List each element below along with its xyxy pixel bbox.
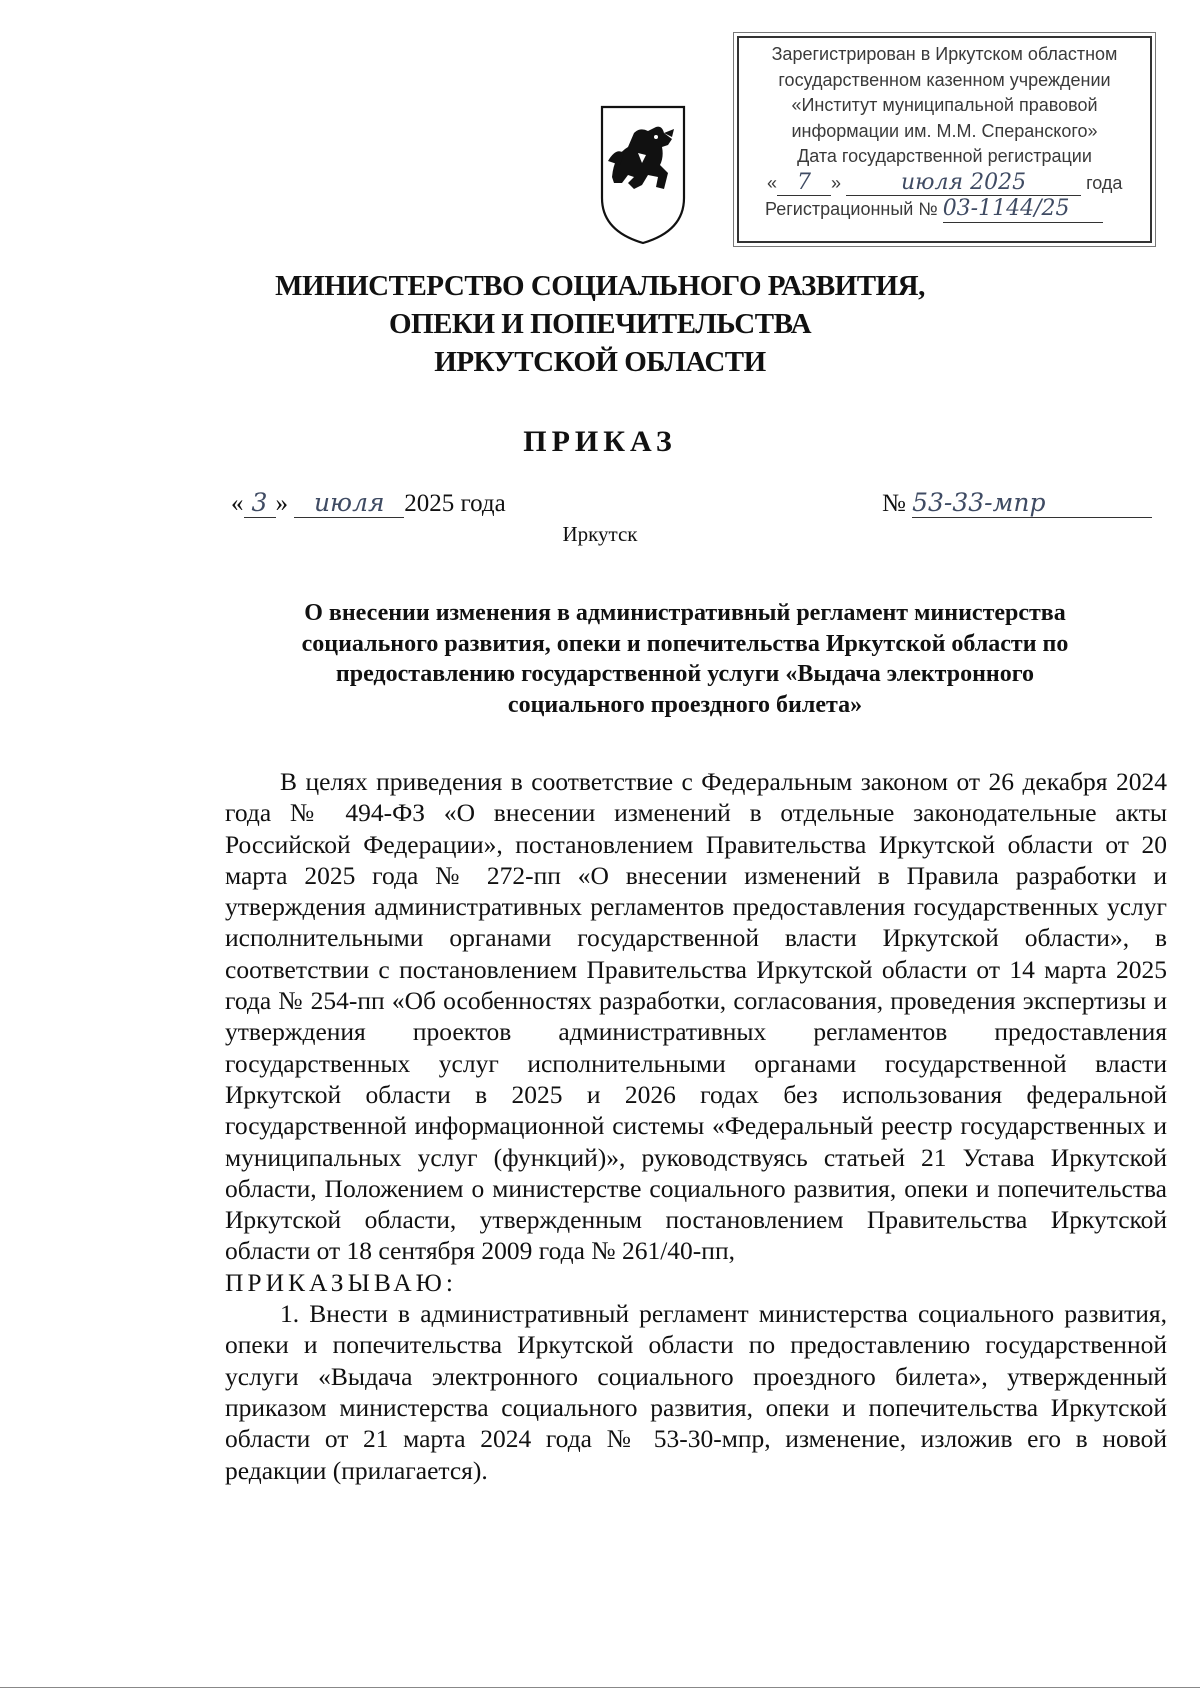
order-date — [231, 488, 506, 518]
order-title — [245, 598, 1125, 720]
stamp-date-row — [739, 170, 1150, 197]
preamble-paragraph: В целях приведения в соответствие с Федеральным законом от 26 декабря 2024 года № 494-ФЗ «О внесении изменений в отдельные законодательные акты Российской Федерации», постановлением Правительства Иркутской области от 20 марта 2025 года № 272-пп «О внесении изменений в Правила разработки и утверждения административных регламентов предоставления государственных услуг исполнительными органами государственной власти Иркутской области», в соответствии с постановлением Правительства Иркутской области от 14 марта 2025 года № 254-пп «Об особенностях разработки, согласования, проведения экспертизы и утверждения проектов административных регламентов предоставления государственных услуг исполнительными органами государственной власти Иркутской области в 2025 и 2026 годах без использования федеральной государственной информационной системы «Федеральный реестр государственных и муниципальных услуг (функций)», руководствуясь статьей 21 Устава Иркутской области, Положением о министерстве социального развития, опеки и попечительства Иркутской области, утвержденным постановлением Правительства Иркутской области от 18 сентября 2009 года № 261/40-пп, — [225, 767, 1167, 1266]
stamp-date-day: 7 — [777, 170, 831, 197]
date-quote-open: « — [231, 490, 244, 517]
stamp-reg-label: Регистрационный № — [765, 199, 938, 219]
registration-stamp — [737, 36, 1152, 243]
order-title-line: социального развития, опеки и попечительства Иркутской области по — [301, 630, 1069, 657]
item-1-paragraph: 1. Внести в административный регламент министерства социального развития, опеки и попечительства Иркутской области по предоставлению государственной услуги «Выдача электронного социального проездного билета», утвержденный приказом министерства социального развития, опеки и попечительства Иркутской области от 21 марта 2024 года № 53-30-мпр, изменение, изложив его в новой редакции (прилагается). — [225, 1299, 1167, 1485]
order-number-value: 53-33-мпр — [912, 488, 1152, 518]
date-quote-close: » — [275, 490, 288, 517]
stamp-date-month-year: июля 2025 — [846, 170, 1081, 197]
stamp-quote-close: » — [831, 172, 842, 193]
stamp-reg-row — [739, 196, 1150, 223]
stamp-line: государственном казенном учреждении — [778, 69, 1111, 90]
ministry-name-line: МИНИСТЕРСТВО СОЦИАЛЬНОГО РАЗВИТИЯ, — [275, 270, 925, 302]
order-number — [882, 488, 1152, 518]
stamp-line: информации им. М.М. Сперанского» — [791, 120, 1098, 141]
order-title-line: предоставлению государственной услуги «Выдача электронного — [335, 661, 1035, 687]
date-month: июля — [294, 488, 404, 518]
date-year: 2025 года — [404, 490, 506, 517]
stamp-quote-open: « — [767, 172, 778, 193]
page-bottom-rule — [0, 1687, 1200, 1688]
stamp-line: «Институт муниципальной правовой — [791, 95, 1098, 115]
stamp-date-suffix: года — [1086, 172, 1123, 193]
ministry-name-line: ИРКУТСКОЙ ОБЛАСТИ — [434, 346, 766, 378]
order-word: ПРИКАЗЫВАЮ: — [225, 1267, 457, 1297]
date-day: 3 — [244, 488, 276, 518]
stamp-line: Зарегистрирован в Иркутском областном — [771, 44, 1118, 64]
stamp-line: Дата государственной регистрации — [797, 146, 1092, 166]
order-title-line: социального проездного билета» — [507, 691, 863, 718]
order-title-line: О внесении изменения в административный регламент министерства — [304, 600, 1066, 626]
document-type: ПРИКАЗ — [523, 425, 677, 458]
order-number-label: № — [882, 490, 906, 517]
ministry-name-line: ОПЕКИ И ПОПЕЧИТЕЛЬСТВА — [388, 308, 812, 340]
irkutsk-coat-of-arms-icon — [598, 103, 688, 246]
stamp-reg-number: 03-1144/25 — [943, 196, 1103, 223]
order-body — [225, 766, 1167, 1486]
city: Иркутск — [562, 522, 638, 546]
